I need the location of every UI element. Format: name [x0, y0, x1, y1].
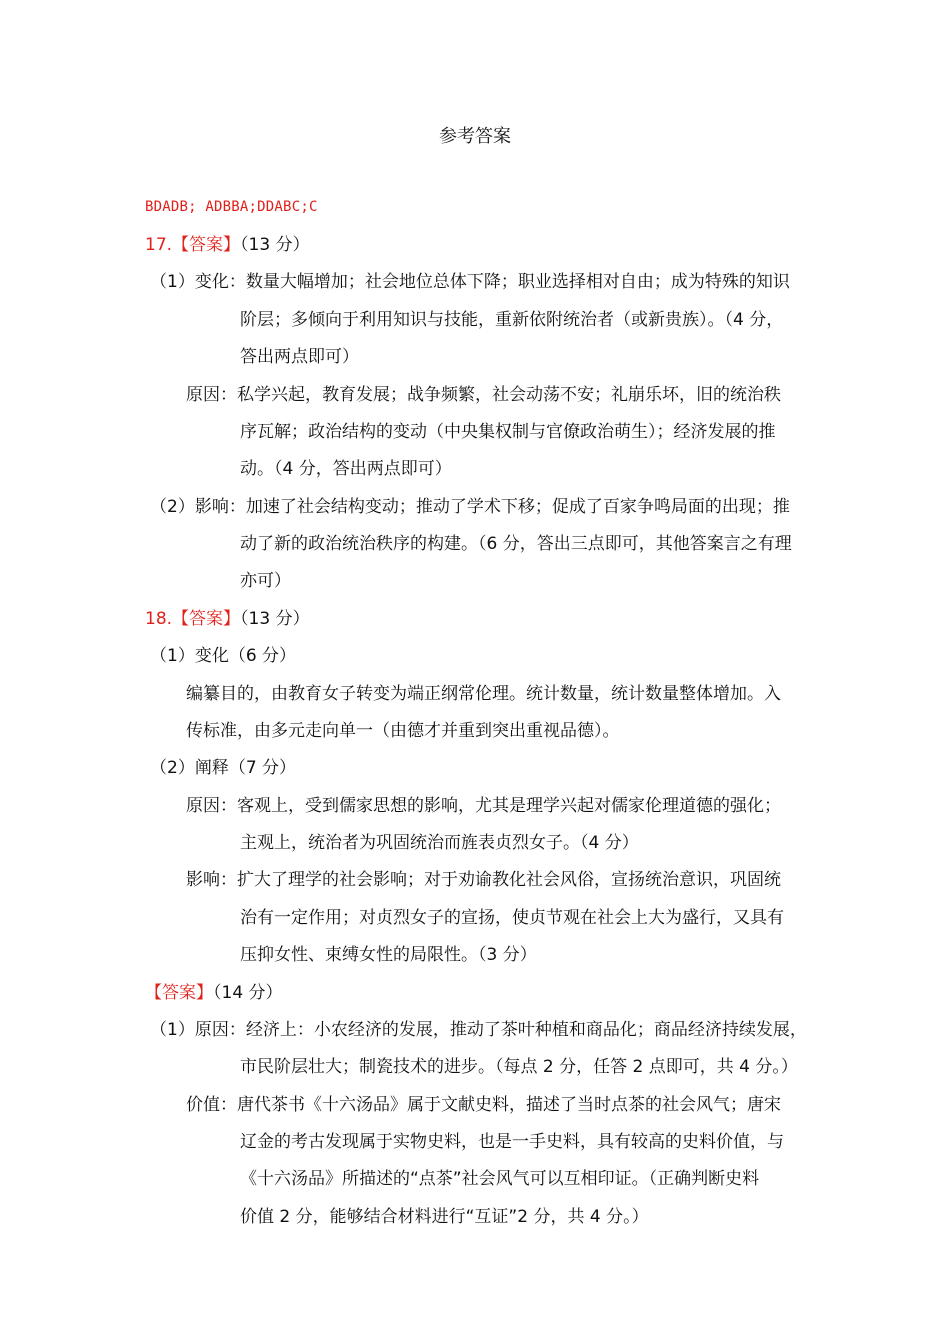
q18-line: 压抑女性、束缚女性的局限性。（3 分） — [240, 945, 537, 965]
q18-line: （2）阐释（7 分） — [150, 758, 297, 778]
q18-line: 原因：客观上，受到儒家思想的影响，尤其是理学兴起对儒家伦理道德的强化； — [186, 796, 781, 816]
page-title: 参考答案 — [439, 126, 511, 147]
q18-answer-tag: 【答案】 — [172, 609, 241, 629]
q17-line: 动了新的政治统治秩序的构建。（6 分，答出三点即可，其他答案言之有理 — [240, 534, 792, 554]
q19-line: 价值：唐代茶书《十六汤品》属于文献史料，描述了当时点茶的社会风气；唐宋 — [186, 1095, 781, 1115]
q18-line: （1）变化（6 分） — [150, 646, 297, 666]
q17-line: （1）变化：数量大幅增加；社会地位总体下降；职业选择相对自由；成为特殊的知识 — [150, 272, 790, 292]
q17-line: 阶层；多倾向于利用知识与技能，重新依附统治者（或新贵族）。（4 分， — [240, 310, 784, 330]
q19-answer-tag: 【答案】 — [145, 983, 213, 1003]
q18-line: 治有一定作用；对贞烈女子的宣扬，使贞节观在社会上大为盛行，又具有 — [240, 908, 784, 928]
q17-line: 原因：私学兴起，教育发展；战争频繁，社会动荡不安；礼崩乐坏，旧的统治秩 — [186, 385, 781, 405]
q19-line: 《十六汤品》所描述的“点茶”社会风气可以互相印证。（正确判断史料 — [240, 1169, 760, 1189]
q18-heading — [145, 608, 310, 630]
q17-line: 答出两点即可） — [240, 347, 359, 367]
q19-line: 价值 2 分，能够结合材料进行“互证”2 分，共 4 分。） — [240, 1207, 649, 1227]
q17-score: （13 分） — [240, 235, 310, 255]
q17-line: （2）影响：加速了社会结构变动；推动了学术下移；促成了百家争鸣局面的出现；推 — [150, 497, 790, 517]
q18-line: 主观上，统治者为巩固统治而旌表贞烈女子。（4 分） — [240, 833, 639, 853]
q18-line: 编纂目的，由教育女子转变为端正纲常伦理。统计数量，统计数量整体增加。入 — [186, 684, 781, 704]
q17-line: 亦可） — [240, 571, 291, 591]
q19-line: 市民阶层壮大；制瓷技术的进步。（每点 2 分，任答 2 点即可，共 4 分。） — [240, 1057, 798, 1077]
q19-score: （14 分） — [213, 983, 283, 1003]
q17-line: 序瓦解；政治结构的变动（中央集权制与官僚政治萌生）；经济发展的推 — [240, 422, 776, 442]
q18-score: （13 分） — [240, 609, 310, 629]
q17-line: 动。（4 分，答出两点即可） — [240, 459, 452, 479]
q19-line: （1）原因：经济上：小农经济的发展，推动了茶叶种植和商品化；商品经济持续发展， — [150, 1020, 807, 1040]
q19-line: 辽金的考古发现属于实物史料，也是一手史料，具有较高的史料价值，与 — [240, 1132, 784, 1152]
q17-number: 17. — [145, 235, 173, 255]
q17-answer-tag: 【答案】 — [172, 235, 241, 255]
mcq-answers: BDADB; ADBBA;DDABC;C — [145, 199, 318, 215]
q17-heading — [145, 234, 310, 256]
q19-heading — [145, 982, 283, 1004]
q18-line: 影响：扩大了理学的社会影响；对于劝谕教化社会风俗，宣扬统治意识，巩固统 — [186, 870, 781, 890]
q18-line: 传标准，由多元走向单一（由德才并重到突出重视品德）。 — [186, 721, 620, 741]
q18-number: 18. — [145, 609, 173, 629]
